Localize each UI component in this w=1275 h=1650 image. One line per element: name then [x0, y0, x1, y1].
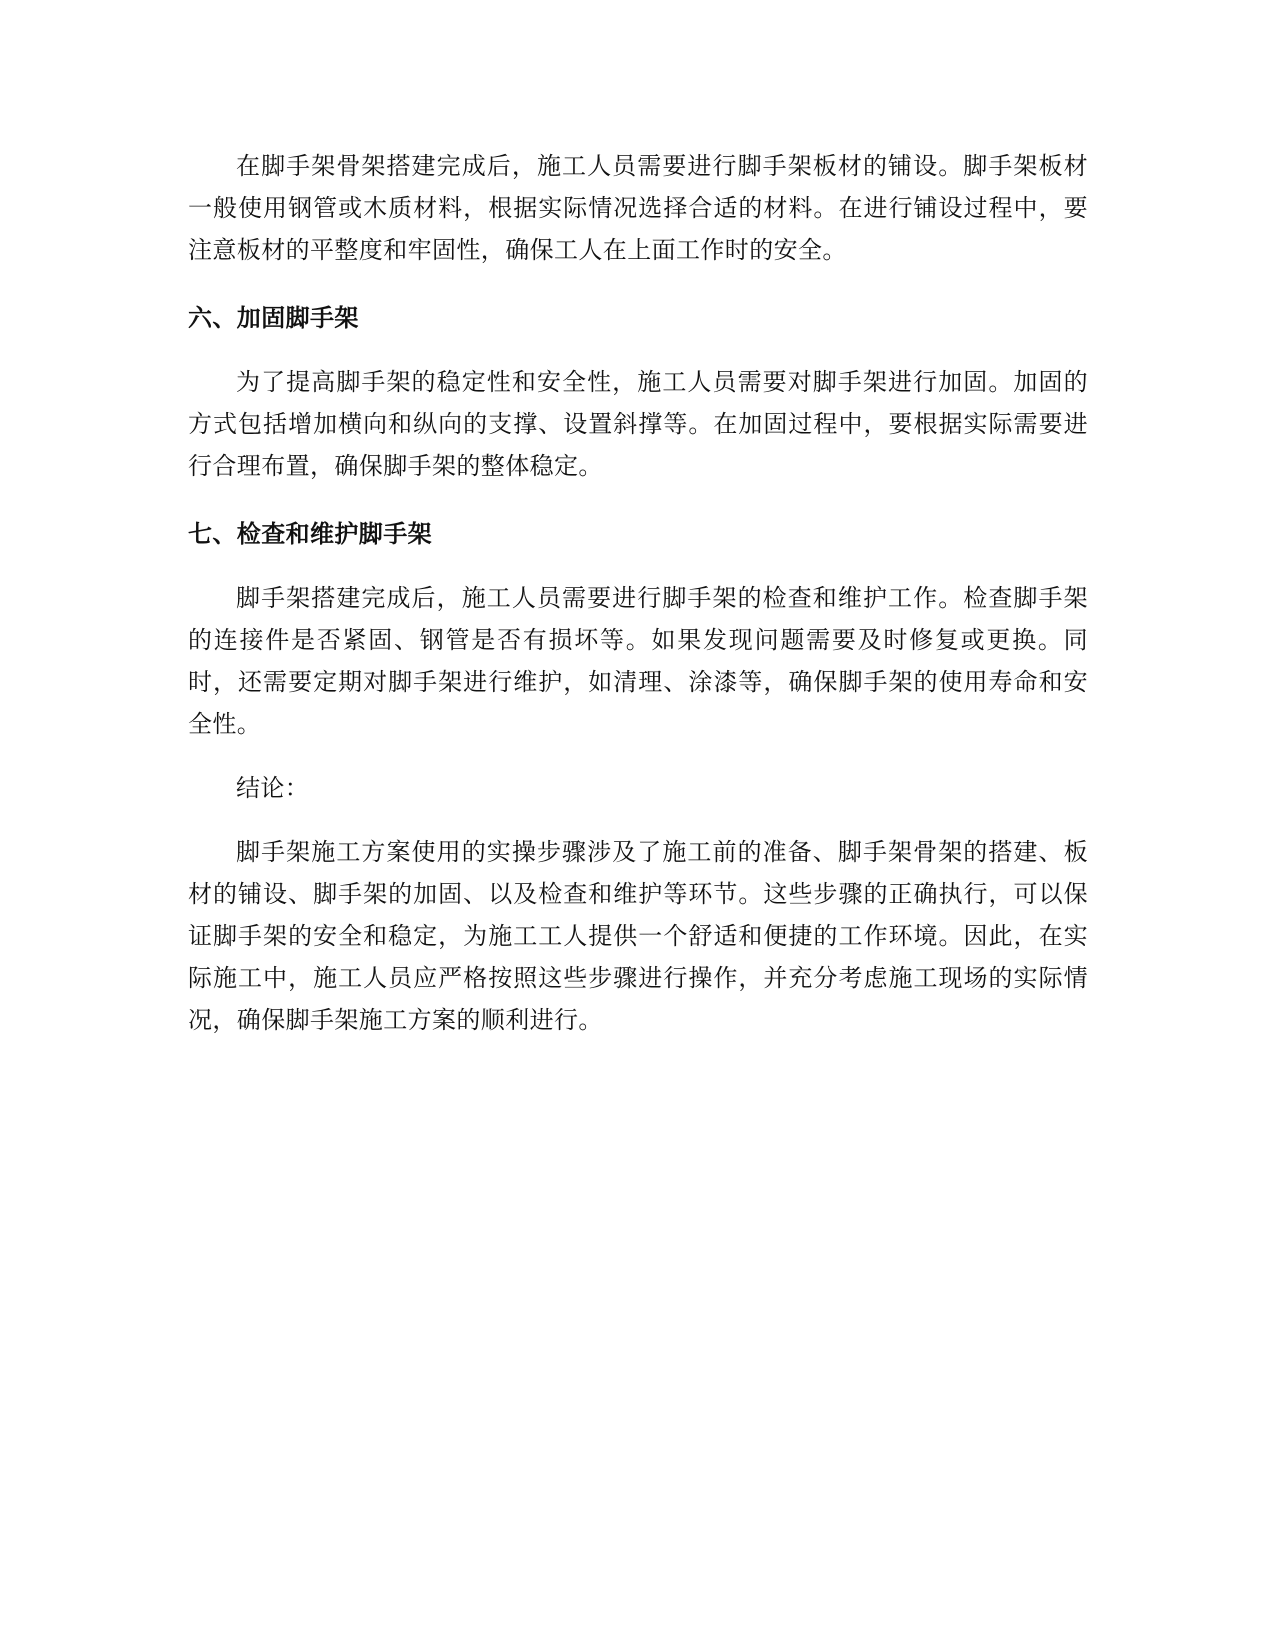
conclusion-label: 结论： [236, 774, 310, 802]
heading-reinforce-scaffold: 六、加固脚手架 [188, 304, 359, 332]
paragraph-reinforce: 为了提高脚手架的稳定性和安全性，施工人员需要对脚手架进行加固。加固的方式包括增加横向和纵向的支撑、设置斜撑等。在加固过程中，要根据实际需要进行合理布置，确保脚手架的整体稳定。 [188, 368, 1088, 480]
paragraph-conclusion: 脚手架施工方案使用的实操步骤涉及了施工前的准备、脚手架骨架的搭建、板材的铺设、脚手架的加固、以及检查和维护等环节。这些步骤的正确执行，可以保证脚手架的安全和稳定，为施工工人提供一个舒适和便捷的工作环境。因此，在实际施工中，施工人员应严格按照这些步骤进行操作，并充分考虑施工现场的实际情况，确保脚手架施工方案的顺利进行。 [188, 838, 1088, 1034]
heading-inspect-maintain: 七、检查和维护脚手架 [188, 520, 432, 548]
document-body [188, 145, 1088, 1041]
paragraph-board-laying: 在脚手架骨架搭建完成后，施工人员需要进行脚手架板材的铺设。脚手架板材一般使用钢管或木质材料，根据实际情况选择合适的材料。在进行铺设过程中，要注意板材的平整度和牢固性，确保工人在上面工作时的安全。 [188, 152, 1088, 264]
paragraph-inspect-maintain: 脚手架搭建完成后，施工人员需要进行脚手架的检查和维护工作。检查脚手架的连接件是否紧固、钢管是否有损坏等。如果发现问题需要及时修复或更换。同时，还需要定期对脚手架进行维护，如清理、涂漆等，确保脚手架的使用寿命和安全性。 [188, 584, 1088, 738]
